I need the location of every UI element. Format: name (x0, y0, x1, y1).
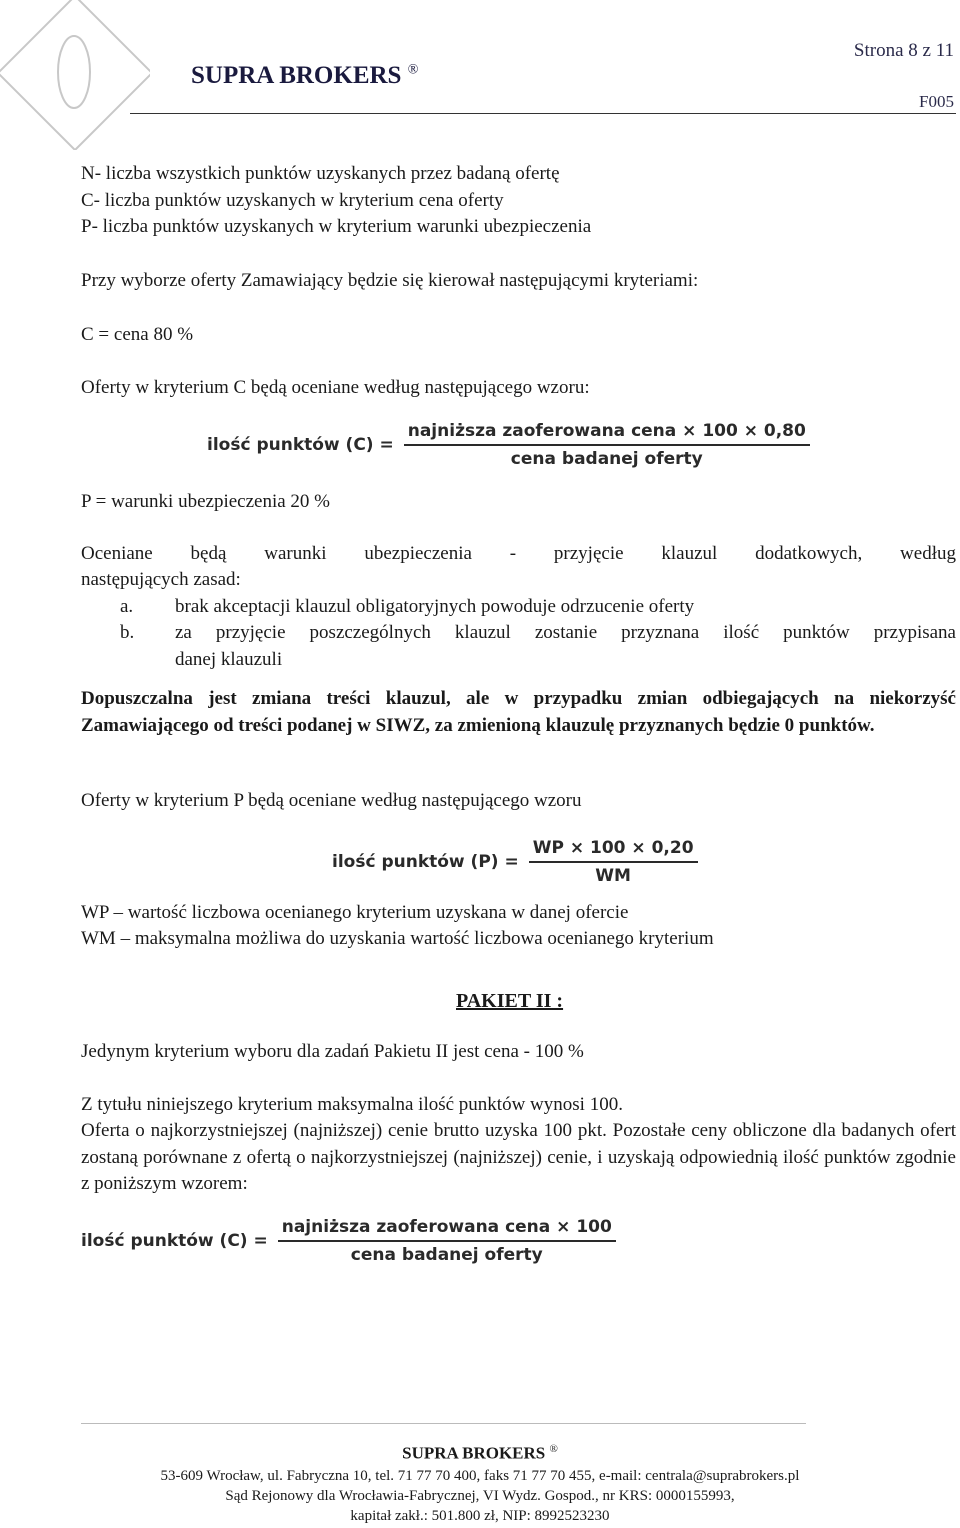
formula-lhs: ilość punktów (P) = (332, 852, 519, 872)
formula-numerator: najniższa zaoferowana cena × 100 (281, 1217, 612, 1237)
list-item-b-cont: danej klauzuli (175, 649, 283, 670)
criteria-intro: Przy wyborze oferty Zamawiający będzie się kierował następującymi kryteriami: (81, 270, 699, 291)
footer-brand (0, 1443, 960, 1464)
logo-icon (0, 0, 150, 150)
bold-clause-note: Dopuszczalna jest zmiana treści klauzul, ale w przypadku zmian odbiegających na niekorzyść Zamawiającego od treści podanej w SIWZ, za zmienioną klauzulę przyznanych będzie 0 punktów. (81, 688, 956, 736)
footer-rule (81, 1423, 806, 1424)
footer-brand-name: SUPRA BROKERS (402, 1443, 546, 1463)
form-code: F005 (919, 92, 954, 111)
formula-fraction (529, 838, 698, 886)
formula-lhs: ilość punktów (C) = (81, 1231, 268, 1251)
formula-fraction (278, 1217, 616, 1265)
criterion-c-evaluation: Oferty w kryterium C będą oceniane według następującego wzoru: (81, 377, 590, 398)
header-rule (130, 113, 956, 114)
criterion-c: C = cena 80 % (81, 324, 194, 345)
formula-denominator: cena badanej oferty (350, 1245, 543, 1265)
list-marker-a: a. (120, 596, 134, 617)
formula-denominator: WM (595, 866, 631, 886)
package-criterion: Jedynym kryterium wyboru dla zadań Pakietu II jest cena - 100 % (81, 1041, 584, 1062)
criterion-p-description-cont: następujących zasad: (81, 569, 241, 590)
footer-capital: kapitał zakł.: 501.800 zł, NIP: 8992523230 (350, 1508, 610, 1524)
formula-numerator: WP × 100 × 0,20 (532, 838, 694, 858)
wp-definition: WP – wartość liczbowa ocenianego kryterium uzyskana w danej ofercie (81, 902, 629, 923)
registered-mark: ® (407, 62, 419, 78)
formula-lhs: ilość punktów (C) = (207, 435, 394, 455)
criterion-p-description: Oceniane będą warunki ubezpieczenia - przyjęcie klauzul dodatkowych, według (81, 543, 956, 564)
list-item-a: brak akceptacji klauzul obligatoryjnych powoduje odrzucenie oferty (175, 596, 695, 617)
formula-fraction (404, 421, 810, 469)
header-brand (191, 62, 418, 90)
formula-numerator: najniższa zaoferowana cena × 100 × 0,80 (407, 421, 806, 441)
definition-n: N- liczba wszystkich punktów uzyskanych przez badaną ofertę (81, 163, 560, 184)
package-description: Oferta o najkorzystniejszej (najniższej) cenie brutto uzyska 100 pkt. Pozostałe ceny obliczone dla badanych ofert zostaną porównane z ofertą o najkorzystniejszej (najniższej) cenie, i uzyskają odpowiednią ilość punktów zgodnie z poniższym wzorem: (81, 1120, 956, 1194)
package-heading: PAKIET II : (456, 990, 564, 1012)
criterion-p-evaluation: Oferty w kryterium P będą oceniane według następującego wzoru (81, 790, 582, 811)
footer-address: 53-609 Wrocław, ul. Fabryczna 10, tel. 71 77 70 400, faks 71 77 70 455, e-mail: centrala@suprabrokers.pl (160, 1468, 800, 1484)
footer-court: Sąd Rejonowy dla Wrocławia-Fabrycznej, VI Wydz. Gospod., nr KRS: 0000155993, (225, 1488, 735, 1504)
formula-conditions-points (332, 838, 698, 886)
definition-c: C- liczba punktów uzyskanych w kryterium cena oferty (81, 190, 504, 211)
formula-price-points (207, 421, 810, 469)
page-number: Strona 8 z 11 (853, 40, 954, 61)
registered-mark: ® (549, 1443, 558, 1455)
definition-p: P- liczba punktów uzyskanych w kryterium warunki ubezpieczenia (81, 216, 592, 237)
list-item-b: za przyjęcie poszczególnych klauzul zostanie przyznana ilość punktów przypisana (175, 622, 956, 643)
criterion-p: P = warunki ubezpieczenia 20 % (81, 491, 331, 512)
formula-package-price-points (81, 1217, 616, 1265)
header-brand-name: SUPRA BROKERS (191, 62, 402, 89)
list-marker-b: b. (120, 622, 135, 643)
formula-denominator: cena badanej oferty (510, 449, 703, 469)
wm-definition: WM – maksymalna możliwa do uzyskania wartość liczbowa ocenianego kryterium (81, 928, 714, 949)
package-max-points: Z tytułu niniejszego kryterium maksymalna ilość punktów wynosi 100. (81, 1094, 623, 1115)
